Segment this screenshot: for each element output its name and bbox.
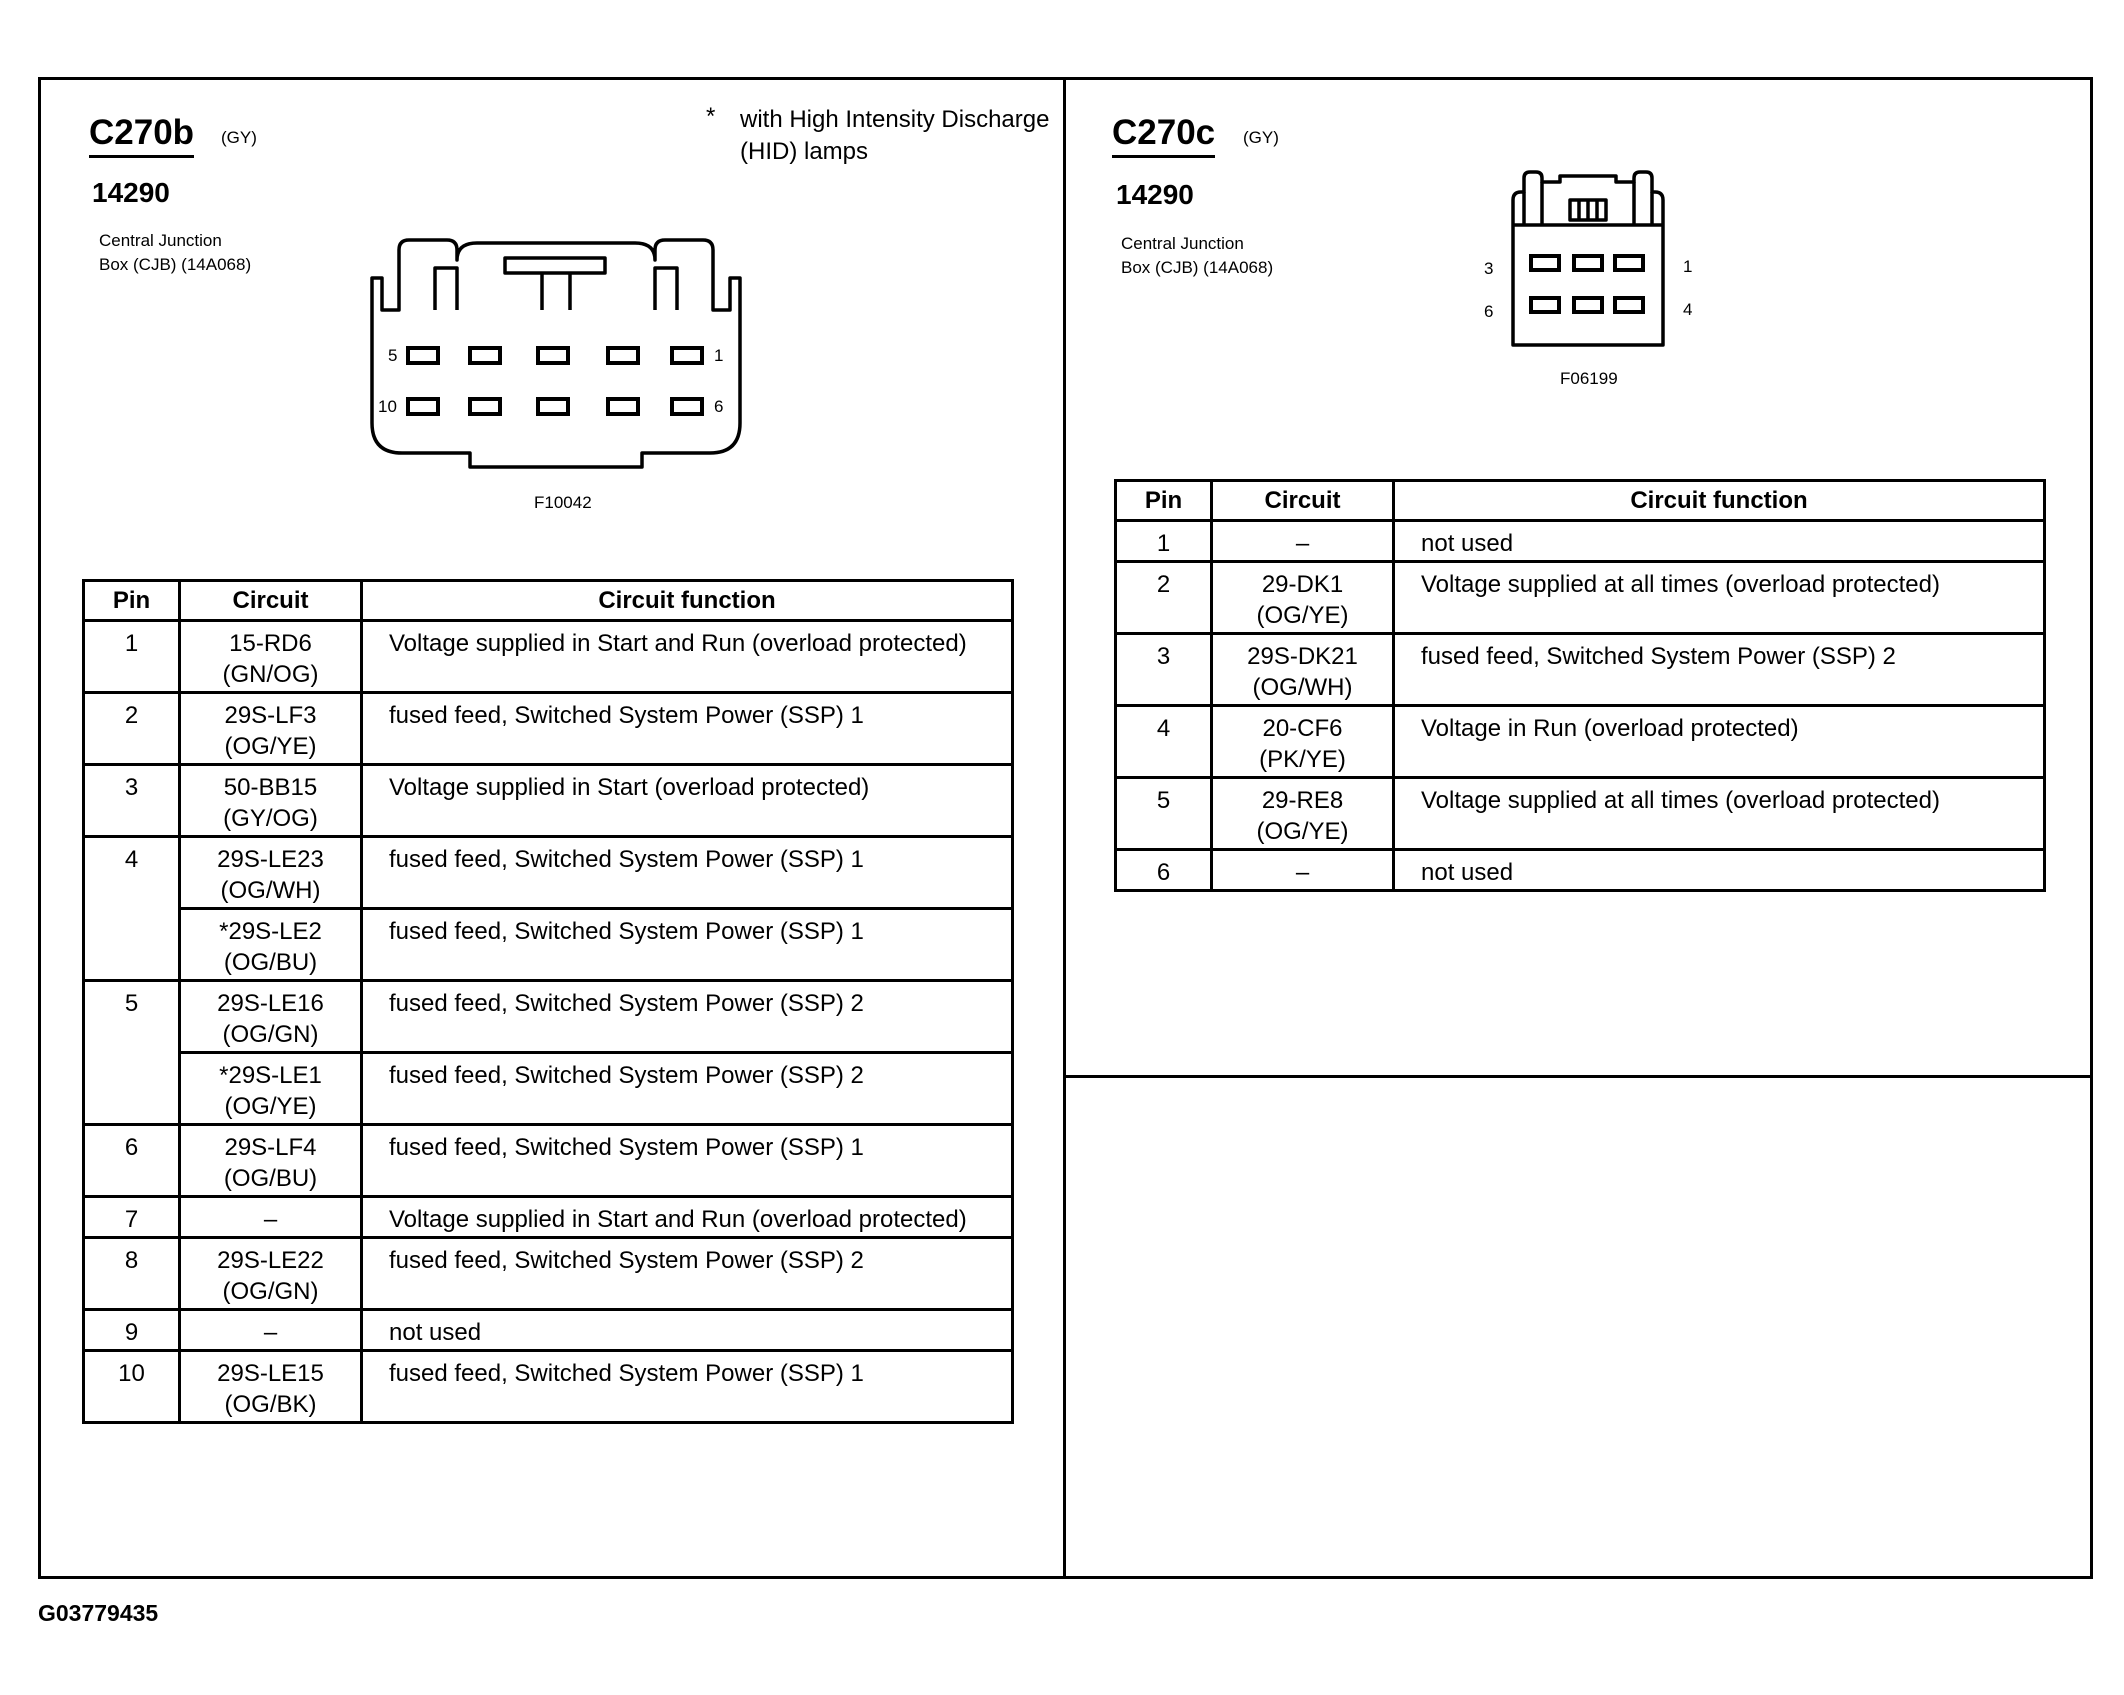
circuit-cell: [180, 1197, 362, 1238]
circuit-cell: [1212, 706, 1394, 778]
table-header-row: [84, 581, 1013, 621]
footnote-text: with High Intensity Discharge (HID) lamps: [740, 106, 1050, 165]
function-cell: Voltage supplied in Start and Run (overload protected): [362, 1197, 1013, 1238]
pin-cell: 4: [84, 837, 180, 981]
circuit-code: *29S-LE1: [219, 1062, 322, 1089]
circuit-cell: [180, 1351, 362, 1423]
table-row: [1116, 850, 2045, 891]
wire-color: (OG/BU): [223, 949, 318, 976]
left-connector-title: C270b: [89, 113, 194, 158]
pin-cell: 5: [1116, 778, 1212, 850]
header-pin: Pin: [1116, 481, 1212, 521]
table-row: [1116, 521, 2045, 562]
wire-color: (OG/YE): [224, 733, 317, 760]
function-cell: fused feed, Switched System Power (SSP) 2: [362, 1238, 1013, 1310]
function-cell: fused feed, Switched System Power (SSP) 2: [1394, 634, 2045, 706]
table-row: [84, 1310, 1013, 1351]
circuit-code: 29S-LF4: [224, 1134, 317, 1161]
table-row: [1116, 778, 2045, 850]
circuit-code: 50-BB15: [223, 774, 318, 801]
circuit-code: *29S-LE2: [219, 918, 322, 945]
function-cell: Voltage supplied at all times (overload protected): [1394, 778, 2045, 850]
c270b-connector-face-diagram: [360, 235, 760, 475]
table-row: [84, 909, 1013, 981]
circuit-cell: [1212, 521, 1394, 562]
table-row: [84, 1351, 1013, 1423]
table-row: [84, 765, 1013, 837]
circuit-cell: [180, 1053, 362, 1125]
right-pin-table: [1114, 479, 2046, 892]
wire-color: (OG/BK): [224, 1391, 317, 1418]
circuit-code: –: [1295, 530, 1310, 557]
pin-cell: 3: [84, 765, 180, 837]
table-row: [84, 1125, 1013, 1197]
circuit-cell: [180, 837, 362, 909]
circuit-code: –: [1295, 859, 1310, 886]
function-cell: not used: [1394, 850, 2045, 891]
c270c-connector-face-diagram: [1470, 170, 1710, 360]
circuit-code: 29S-LF3: [224, 702, 317, 729]
circuit-code: –: [263, 1206, 278, 1233]
wire-color: (OG/YE): [1256, 818, 1349, 845]
wire-color: (OG/YE): [224, 1093, 317, 1120]
table-row: [84, 621, 1013, 693]
left-figure-id: F10042: [534, 493, 592, 512]
function-cell: not used: [362, 1310, 1013, 1351]
face-label-1: 1: [1683, 257, 1693, 276]
vertical-divider: [1063, 77, 1066, 1579]
header-circuit-function: Circuit function: [1394, 481, 2045, 521]
wire-color: (OG/BU): [223, 1165, 318, 1192]
face-label-6: 6: [714, 397, 724, 416]
header-pin: Pin: [84, 581, 180, 621]
circuit-code: 29-DK1: [1261, 571, 1344, 598]
table-row: [84, 981, 1013, 1053]
face-label-3: 3: [1484, 259, 1494, 278]
circuit-cell: [180, 693, 362, 765]
circuit-cell: [1212, 562, 1394, 634]
circuit-code: 29S-LE23: [217, 846, 324, 873]
right-connector-title: C270c: [1112, 113, 1215, 158]
pin-cell: 1: [84, 621, 180, 693]
wire-color: (GY/OG): [223, 805, 318, 832]
wire-color: (PK/YE): [1259, 746, 1346, 773]
function-cell: not used: [1394, 521, 2045, 562]
footer-figure-id: G03779435: [38, 1600, 159, 1626]
table-row: [1116, 706, 2045, 778]
pin-cell: 2: [1116, 562, 1212, 634]
circuit-cell: [180, 621, 362, 693]
circuit-code: 29S-LE16: [217, 990, 324, 1017]
function-cell: Voltage in Run (overload protected): [1394, 706, 2045, 778]
header-circuit: Circuit: [1212, 481, 1394, 521]
pin-cell: 10: [84, 1351, 180, 1423]
table-row: [1116, 634, 2045, 706]
circuit-cell: [1212, 778, 1394, 850]
circuit-cell: [1212, 634, 1394, 706]
pin-cell: 7: [84, 1197, 180, 1238]
function-cell: fused feed, Switched System Power (SSP) 1: [362, 909, 1013, 981]
circuit-cell: [180, 1238, 362, 1310]
right-connector-color: (GY): [1243, 128, 1279, 147]
horizontal-divider: [1063, 1075, 2093, 1078]
function-cell: fused feed, Switched System Power (SSP) 1: [362, 837, 1013, 909]
table-row: [84, 693, 1013, 765]
right-part-number: 14290: [1116, 179, 1194, 210]
function-cell: fused feed, Switched System Power (SSP) 2: [362, 1053, 1013, 1125]
face-label-10: 10: [378, 397, 397, 416]
table-row: [84, 1053, 1013, 1125]
right-description: Central Junction Box (CJB) (14A068): [1121, 234, 1274, 277]
pin-cell: 5: [84, 981, 180, 1125]
circuit-code: 29S-LE22: [217, 1247, 324, 1274]
function-cell: Voltage supplied in Start (overload protected): [362, 765, 1013, 837]
table-row: [84, 1197, 1013, 1238]
wire-color: (OG/GN): [222, 1278, 319, 1305]
circuit-cell: [180, 1125, 362, 1197]
pin-cell: 8: [84, 1238, 180, 1310]
footnote-marker: *: [706, 103, 716, 130]
pin-cell: 3: [1116, 634, 1212, 706]
circuit-cell: [180, 1310, 362, 1351]
circuit-cell: [180, 909, 362, 981]
table-row: [84, 1238, 1013, 1310]
face-label-6: 6: [1484, 302, 1494, 321]
function-cell: fused feed, Switched System Power (SSP) 1: [362, 1351, 1013, 1423]
function-cell: fused feed, Switched System Power (SSP) 2: [362, 981, 1013, 1053]
circuit-cell: [180, 765, 362, 837]
function-cell: fused feed, Switched System Power (SSP) 1: [362, 693, 1013, 765]
circuit-code: 15-RD6: [229, 630, 312, 657]
pin-cell: 6: [84, 1125, 180, 1197]
circuit-code: 29S-LE15: [217, 1360, 324, 1387]
circuit-code: 29S-DK21: [1247, 643, 1358, 670]
wire-color: (OG/YE): [1256, 602, 1349, 629]
right-figure-id: F06199: [1560, 369, 1618, 388]
face-label-4: 4: [1683, 300, 1693, 319]
function-cell: Voltage supplied in Start and Run (overload protected): [362, 621, 1013, 693]
wire-color: (OG/WH): [220, 877, 321, 904]
wire-color: (OG/WH): [1252, 674, 1353, 701]
left-part-number: 14290: [92, 177, 170, 208]
circuit-cell: [180, 981, 362, 1053]
table-row: [84, 837, 1013, 909]
pin-cell: 1: [1116, 521, 1212, 562]
function-cell: Voltage supplied at all times (overload protected): [1394, 562, 2045, 634]
pin-cell: 2: [84, 693, 180, 765]
circuit-code: 29-RE8: [1261, 787, 1344, 814]
face-label-5: 5: [388, 346, 398, 365]
wire-color: (GN/OG): [222, 661, 319, 688]
left-description: Central Junction Box (CJB) (14A068): [99, 231, 252, 274]
wire-color: (OG/GN): [222, 1021, 319, 1048]
header-circuit-function: Circuit function: [362, 581, 1013, 621]
header-circuit: Circuit: [180, 581, 362, 621]
left-connector-color: (GY): [221, 128, 257, 147]
table-header-row: [1116, 481, 2045, 521]
face-label-1: 1: [714, 346, 724, 365]
circuit-cell: [1212, 850, 1394, 891]
function-cell: fused feed, Switched System Power (SSP) 1: [362, 1125, 1013, 1197]
pin-cell: 4: [1116, 706, 1212, 778]
left-pin-table: [82, 579, 1014, 1424]
circuit-code: 20-CF6: [1262, 715, 1343, 742]
pin-cell: 9: [84, 1310, 180, 1351]
pin-cell: 6: [1116, 850, 1212, 891]
circuit-code: –: [263, 1319, 278, 1346]
table-row: [1116, 562, 2045, 634]
